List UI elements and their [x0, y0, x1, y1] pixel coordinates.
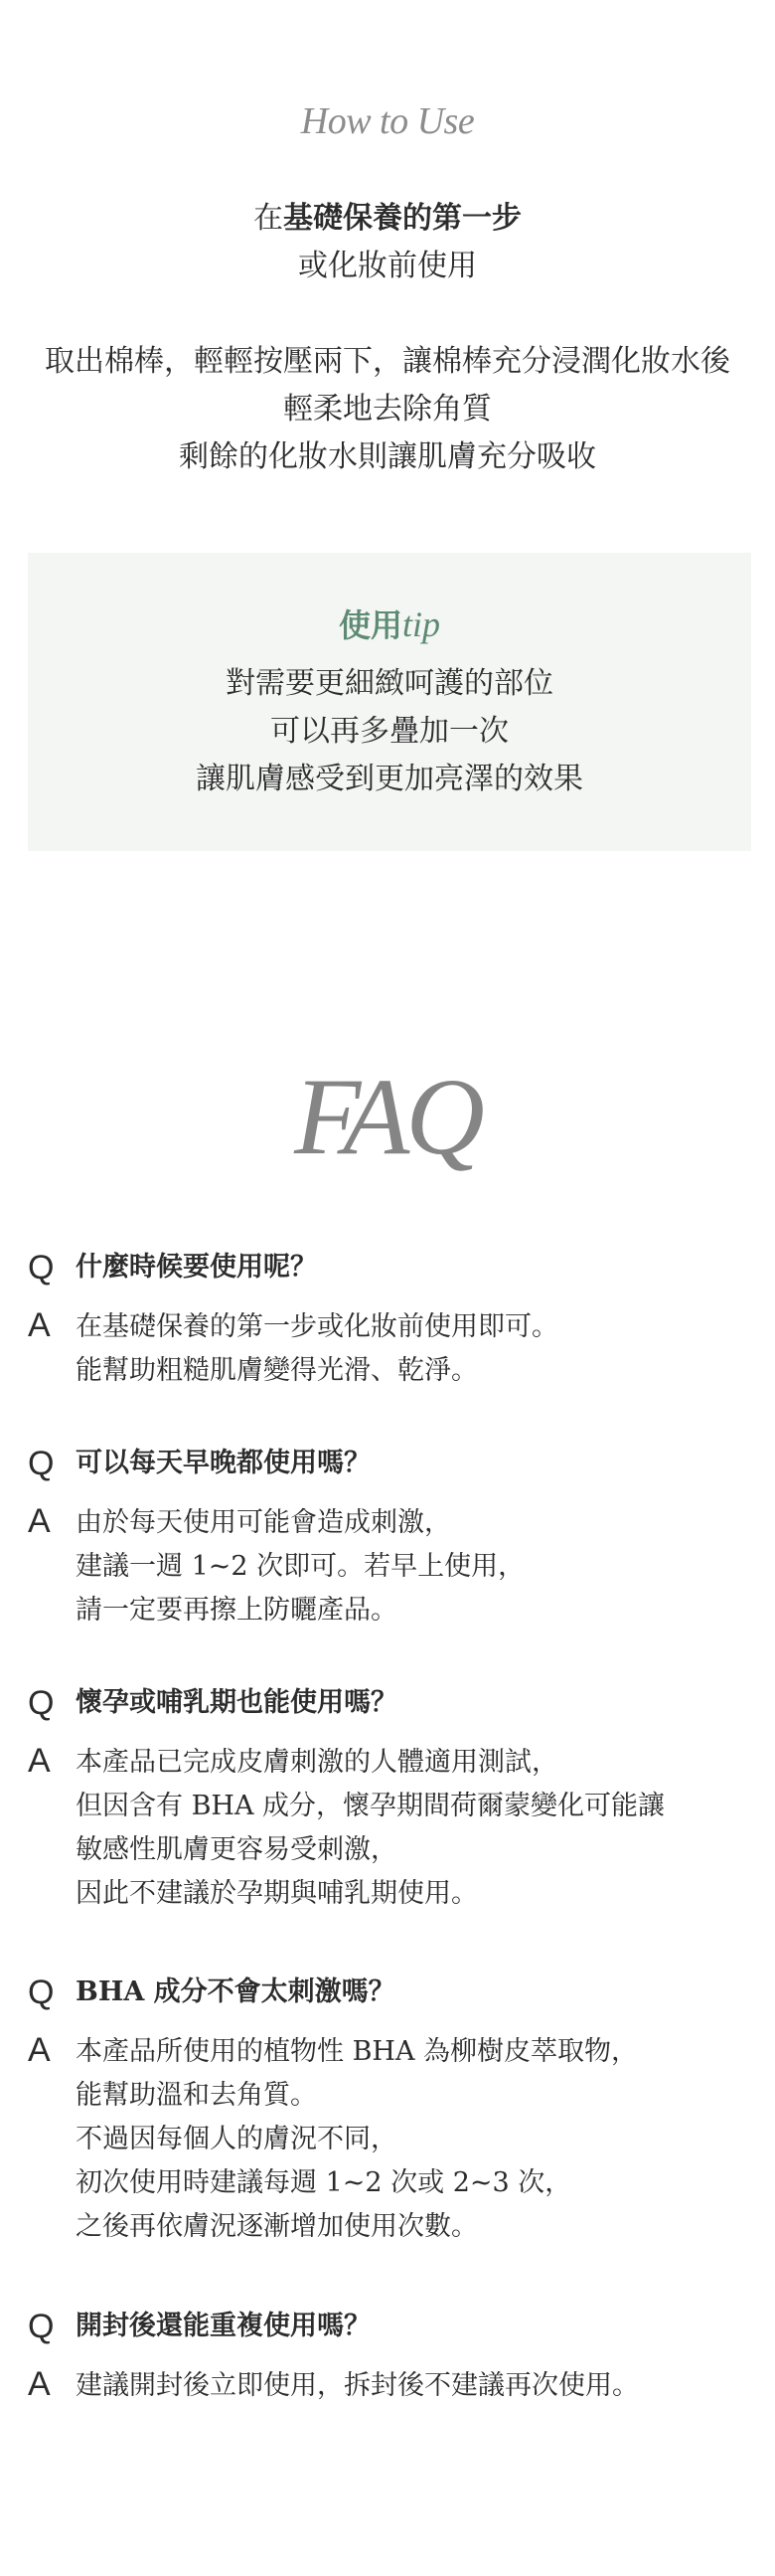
question-mark-label: Q	[28, 1684, 55, 1722]
faq-question-row	[28, 2307, 747, 2352]
description-line: 取出棉棒，輕輕按壓兩下，讓棉棒充分浸潤化妝水後	[45, 344, 730, 379]
faq-question: 可以每天早晚都使用嗎？	[76, 1448, 371, 1478]
faq-answer	[74, 2030, 638, 2249]
faq-answer-row	[28, 1741, 747, 1916]
tip-line: 可以再多疊加一次	[270, 714, 509, 749]
step-highlight: 基礎保養的第一步	[283, 201, 522, 236]
step-line-1	[0, 195, 775, 243]
answer-line: 因此不建議於孕期與哺乳期使用。	[76, 1878, 478, 1909]
faq-answer	[74, 1501, 525, 1632]
question-mark-label: Q	[28, 1974, 55, 2011]
answer-line: 之後再依膚況逐漸增加使用次數。	[76, 2211, 478, 2242]
faq-item	[28, 1444, 747, 1632]
faq-answer	[74, 1305, 558, 1393]
answer-line: 不過因每個人的膚況不同，	[76, 2124, 397, 2154]
faq-answer-row	[28, 2030, 747, 2249]
description-line: 剩餘的化妝水則讓肌膚充分吸收	[179, 439, 596, 474]
faq-question: BHA 成分不會太刺激嗎？	[76, 1976, 395, 2007]
answer-line: 敏感性肌膚更容易受刺激，	[76, 1834, 397, 1865]
faq-item	[28, 1683, 747, 1916]
how-to-use-title: How to Use	[300, 100, 475, 142]
step-text	[0, 195, 775, 290]
answer-line: 初次使用時建議每週 1~2 次或 2~3 次，	[76, 2167, 572, 2198]
answer-line: 建議一週 1~2 次即可。若早上使用，	[76, 1551, 526, 1582]
answer-line: 在基礎保養的第一步或化妝前使用即可。	[76, 1311, 558, 1342]
answer-mark-label: A	[28, 1502, 51, 1540]
faq-title: FAQ	[294, 1056, 481, 1177]
answer-line: 由於每天使用可能會造成刺激，	[76, 1507, 451, 1538]
step-prefix: 在	[253, 201, 283, 236]
answer-line: 請一定要再擦上防曬產品。	[76, 1595, 397, 1626]
answer-mark-label: A	[28, 2365, 51, 2403]
faq-item	[28, 1248, 747, 1393]
tip-title-en: tip	[402, 604, 441, 644]
answer-line: 能幫助溫和去角質。	[76, 2080, 317, 2111]
question-mark-label: Q	[28, 1249, 55, 1287]
tip-text	[28, 660, 751, 803]
description-line: 輕柔地去除角質	[283, 392, 492, 427]
answer-line: 能幫助粗糙肌膚變得光滑、乾淨。	[76, 1355, 478, 1386]
answer-line: 但因含有 BHA 成分，懷孕期間荷爾蒙變化可能讓	[76, 1791, 666, 1821]
question-mark-label: Q	[28, 2308, 55, 2345]
faq-question: 開封後還能重複使用嗎？	[76, 2311, 371, 2341]
answer-mark-label: A	[28, 1306, 51, 1344]
tip-line: 對需要更細緻呵護的部位	[226, 666, 553, 701]
faq-question-row	[28, 1444, 747, 1489]
faq-answer-row	[28, 1305, 747, 1393]
answer-line: 建議開封後立即使用，拆封後不建議再次使用。	[76, 2370, 639, 2401]
tip-title	[28, 601, 751, 646]
usage-description	[0, 338, 775, 481]
faq-question-row	[28, 1973, 747, 2018]
answer-mark-label: A	[28, 2031, 51, 2069]
faq-answer	[74, 1741, 665, 1916]
tip-line: 讓肌膚感受到更加亮澤的效果	[196, 762, 583, 796]
tip-box	[28, 553, 751, 851]
step-line-2: 或化妝前使用	[298, 249, 477, 283]
tip-title-cn: 使用	[338, 606, 402, 644]
faq-item	[28, 1973, 747, 2249]
answer-line: 本產品已完成皮膚刺激的人體適用測試，	[76, 1747, 558, 1778]
faq-question-row	[28, 1248, 747, 1293]
question-mark-label: Q	[28, 1445, 55, 1482]
faq-answer	[74, 2364, 639, 2408]
faq-answer-row	[28, 1501, 747, 1632]
answer-line: 本產品所使用的植物性 BHA 為柳樹皮萃取物，	[76, 2036, 639, 2067]
faq-question: 懷孕或哺乳期也能使用嗎？	[76, 1687, 397, 1718]
faq-question-row	[28, 1683, 747, 1729]
faq-item	[28, 2307, 747, 2408]
answer-mark-label: A	[28, 1742, 51, 1780]
faq-question: 什麼時候要使用呢？	[76, 1252, 317, 1283]
faq-answer-row	[28, 2364, 747, 2408]
